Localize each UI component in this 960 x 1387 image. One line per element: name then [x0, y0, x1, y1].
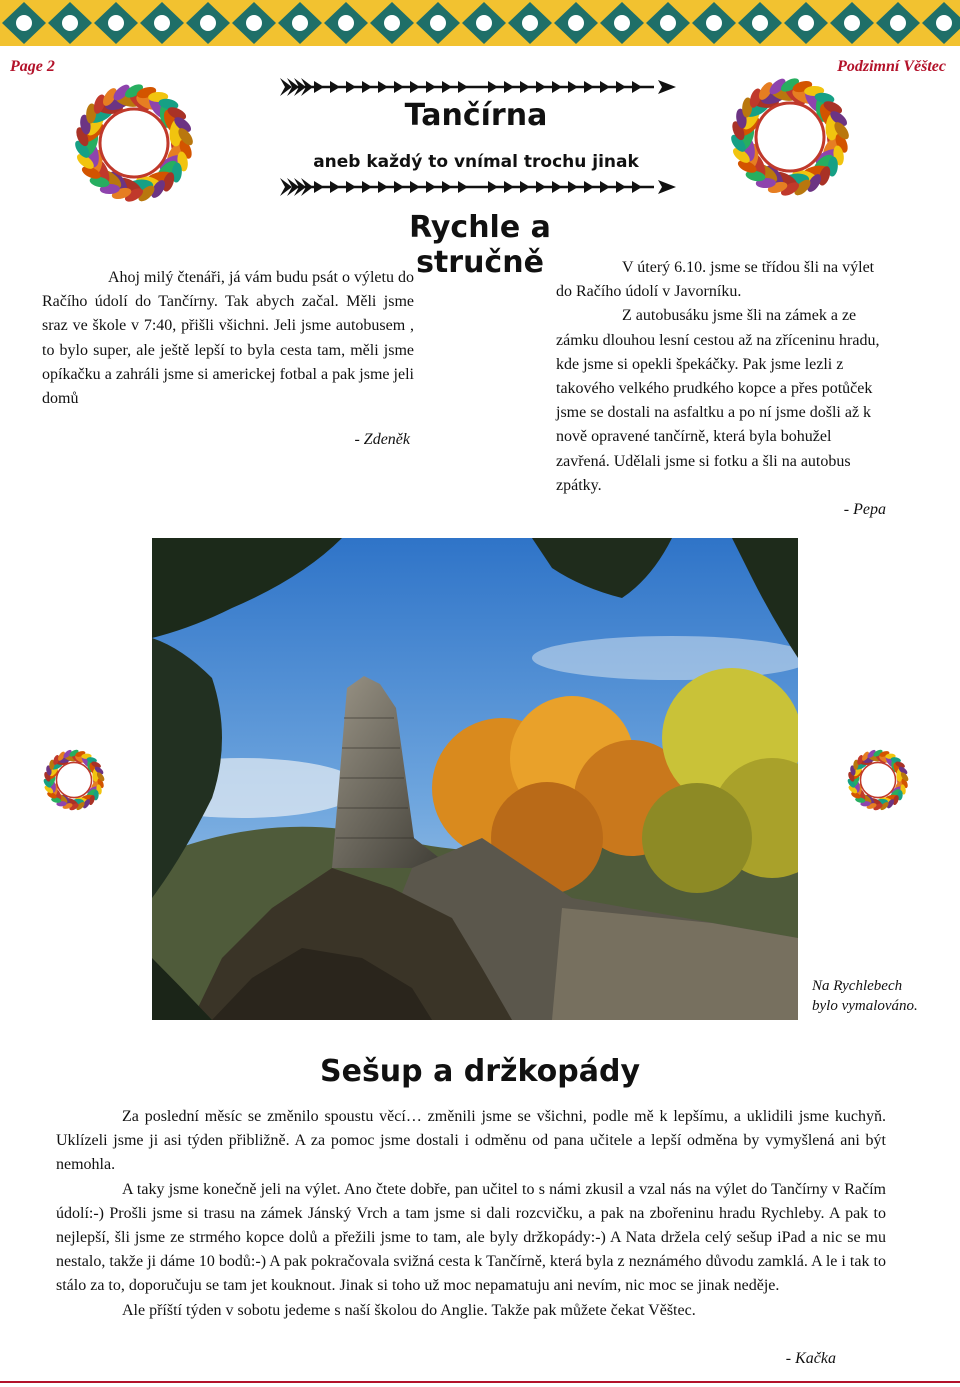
photo-caption — [812, 976, 952, 1016]
mishaps-paragraph-2: A taky jsme konečně jeli na výlet. Ano čtete dobře, pan učitel to s námi zkusil a vzal nás na výlet do Tančírny v Račím údolí:-) Prošli jsme si trasu na zámek Jánský Vrch a tam jsme si dali rozcvičku, a pak na zbořeninu hradu Rychleby. A pak to nejlepší, šli jsme ze strmého kopce dolů a přežili jsme to tam, ale byly držkopády:-) A Nata držela celý sešup iPad a nic se mu nestalo, takže ji dáme 10 bodů:-) A pak pokračovala svižná cesta k Tančírně, která byla z neznámého důvodu zamklá. A le i tak to stálo za to, doporučuju se tam jet kouknout. Jinak si toho už moc nepamatuju ani nevím, nic moc se jinak neděje. — [56, 1180, 886, 1295]
leaf-wreath-icon — [728, 76, 852, 198]
quick-right-column — [556, 256, 888, 498]
signature-pepa: - Pepa — [843, 501, 886, 518]
quick-left-paragraph: Ahoj milý čtenáři, já vám budu psát o výletu do Račího údolí do Tančírny. Tak abych začal. Měli jsme sraz ve škole v 7:40, přišli všichni. Jeli jsme autobusem , to bylo super, ale ještě lepší to byla cesta tam, měli jsme opíkačku a zahráli jsme si americkej fotbal a pak jsme jeli domů — [42, 269, 414, 408]
mishaps-paragraph-3: Ale příští týden v sobotu jedeme s naší školou do Anglie. Takže pak můžete čekat Věštec. — [122, 1301, 696, 1319]
castle-ruin-photo — [152, 538, 798, 1020]
signature-kacka: - Kačka — [785, 1350, 836, 1367]
magazine-name: Podzimní Věštec — [837, 58, 946, 75]
photo-caption-line-1: Na Rychlebech — [812, 978, 903, 994]
section-heading-mishaps: Sešup a držkopády — [319, 1054, 640, 1089]
arrow-divider-bottom — [274, 176, 676, 198]
section-heading-quick: Rychle a stručně — [409, 210, 551, 280]
mishaps-body — [56, 1105, 886, 1323]
quick-right-paragraph-2: Z autobusáku jsme šli na zámek a ze zámku dlouhou lesní cestou až na zříceninu hradu, kde jsme si opekli špekáčky. Pak jsme lezli z takového velkého prudkého kopce a přes potůček jsme se dostali na asfaltku a po ní jsme došli až k nově opravené tančírně, která byla bohužel zavřená. Udělali jsme si fotku a šli na autobus zpátky. — [556, 307, 880, 494]
article-title: Tančírna — [404, 98, 548, 133]
decorative-banner — [0, 0, 960, 46]
quick-right-paragraph-1: V úterý 6.10. jsme se třídou šli na výlet do Račího údolí v Javorníku. — [556, 259, 875, 301]
photo-caption-line-2: bylo vymalováno. — [812, 998, 918, 1014]
page-number: Page 2 — [10, 58, 55, 75]
mishaps-paragraph-1: Za poslední měsíc se změnilo spoustu věcí… změnili jsme se všichni, podle mě k lepšímu, a uklidili jsme kuchyň. Uklízeli jsme ji asi týden přibližně. A za pomoc jsme dostali i odměnu od pana učitele a lepší odměna by vymyšlená ani být nemohla. — [56, 1108, 886, 1174]
article-subtitle: aneb každý to vnímal trochu jinak — [313, 152, 639, 172]
leaf-wreath-small-icon — [42, 748, 106, 812]
quick-left-column — [42, 266, 414, 411]
arrow-divider-top — [274, 76, 676, 98]
bottom-divider — [0, 1381, 960, 1383]
leaf-wreath-small-icon — [846, 748, 910, 812]
signature-zdenek: - Zdeněk — [354, 431, 410, 448]
leaf-wreath-icon — [72, 82, 196, 204]
